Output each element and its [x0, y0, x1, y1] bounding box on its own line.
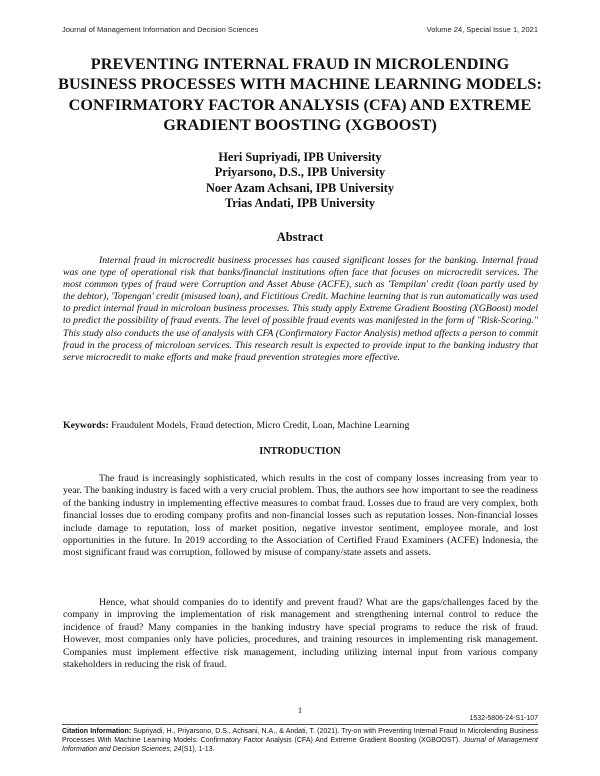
author-2: Priyarsono, D.S., IPB University — [214, 165, 386, 180]
author-4: Trias Andati, IPB University — [224, 196, 376, 211]
abstract-heading: Abstract — [276, 230, 324, 244]
author-3: Noer Azam Achsani, IPB University — [206, 180, 394, 195]
citation-block — [62, 727, 538, 754]
intro-paragraph-1: The fraud is increasingly sophisticated, which results in the cost of company losses increasing from year to year. The banking industry is faced with a very crucial problem. Thus, the authors see how important to see the readiness of the banking industry in implementing effective measures to combat fraud. Losses due to fraud are very complex, both financial losses due to eroding company profits and non-financial losses such as reputation losses. Non-financial losses include damage to reputation, loss of market position, negative investor sentiment, employee morale, and lost opportunities in the future. In 2019 according to the Association of Certified Fraud Examiners (ACFE) Indonesia, the most significant fraud was corruption, followed by misuse of company/state assets and assets. — [63, 473, 538, 559]
keywords-text: Fraudulent Models, Fraud detection, Micro Credit, Loan, Machine Learning — [111, 420, 410, 431]
page-number: 1 — [297, 705, 303, 715]
intro-paragraph-2: Hence, what should companies do to identify and prevent fraud? What are the gaps/challenges faced by the company in improving the implementation of risk management and strengthening internal control to reduce the incidence of fraud? Many companies in the banking industry have special programs to reduce the risk of fraud. However, most companies only have policies, procedures, and training resources in implementing risk management. Companies must implement effective risk management, including utilizing internal input from various company stakeholders in reducing the risk of fraud. — [63, 597, 538, 671]
keywords — [63, 420, 538, 431]
author-1: Heri Supriyadi, IPB University — [218, 150, 382, 164]
article-id: 1532-5806-24-S1-107 — [469, 715, 538, 722]
citation-text: Supriyadi, H., Priyarsono, D.S., Achsani, N.A., & Andati, T. (2021). Try-on with Preventing Internal Fraud In Microlending Business Processes With Machine Learning Models: Confirmatory Factor Analysis (CFA) And Extreme Gradient Boosting (XGBOOST). — [62, 728, 538, 744]
citation-label: Citation Information: — [62, 728, 132, 735]
volume-info: Volume 24, Special Issue 1, 2021 — [426, 25, 538, 34]
footer-divider — [62, 724, 538, 725]
citation-tail: (S1), 1-13. — [181, 746, 215, 753]
author-list — [100, 150, 500, 212]
abstract-text: Internal fraud in microcredit business processes has caused significant losses for the banking. Internal fraud was one type of operational risk that banks/financial institutions often face that focuses on microcredit services. The most common types of fraud were Corruption and Asset Abuse (ACFE), such as 'Tempilan' credit (loan partly used by the debtor), 'Topengan' credit (misused loan), and Fictitious Credit. Machine learning that is run automatically was used to predict internal fraud in microloan business processes. This study apply Extreme Gradient Boosting (XGBoost) model to predict the possibility of fraud events. The level of possible fraud events was manifested in the form of "Risk-Scoring." This study also conducts the use of analysis with CFA (Confirmatory Factor Analysis) method affects a person to commit fraud in the process of microloan services. This research result is expected to provide input to the banking industry that serve microcredit to make efforts and make fraud prevention strategies more effective. — [63, 255, 538, 363]
keywords-label: Keywords: — [63, 420, 109, 431]
paper-title: PREVENTING INTERNAL FRAUD IN MICROLENDING BUSINESS PROCESSES WITH MACHINE LEARNING MODELS: CONFIRMATORY FACTOR ANALYSIS (CFA) AND EXTREME GRADIENT BOOSTING (XGBOOST) — [58, 55, 542, 134]
citation-journal: Journal of Management Information and Decision Sciences, 24 — [62, 737, 538, 753]
introduction-heading: INTRODUCTION — [259, 446, 341, 457]
journal-name: Journal of Management Information and Decision Sciences — [62, 25, 259, 34]
running-header — [62, 25, 538, 37]
